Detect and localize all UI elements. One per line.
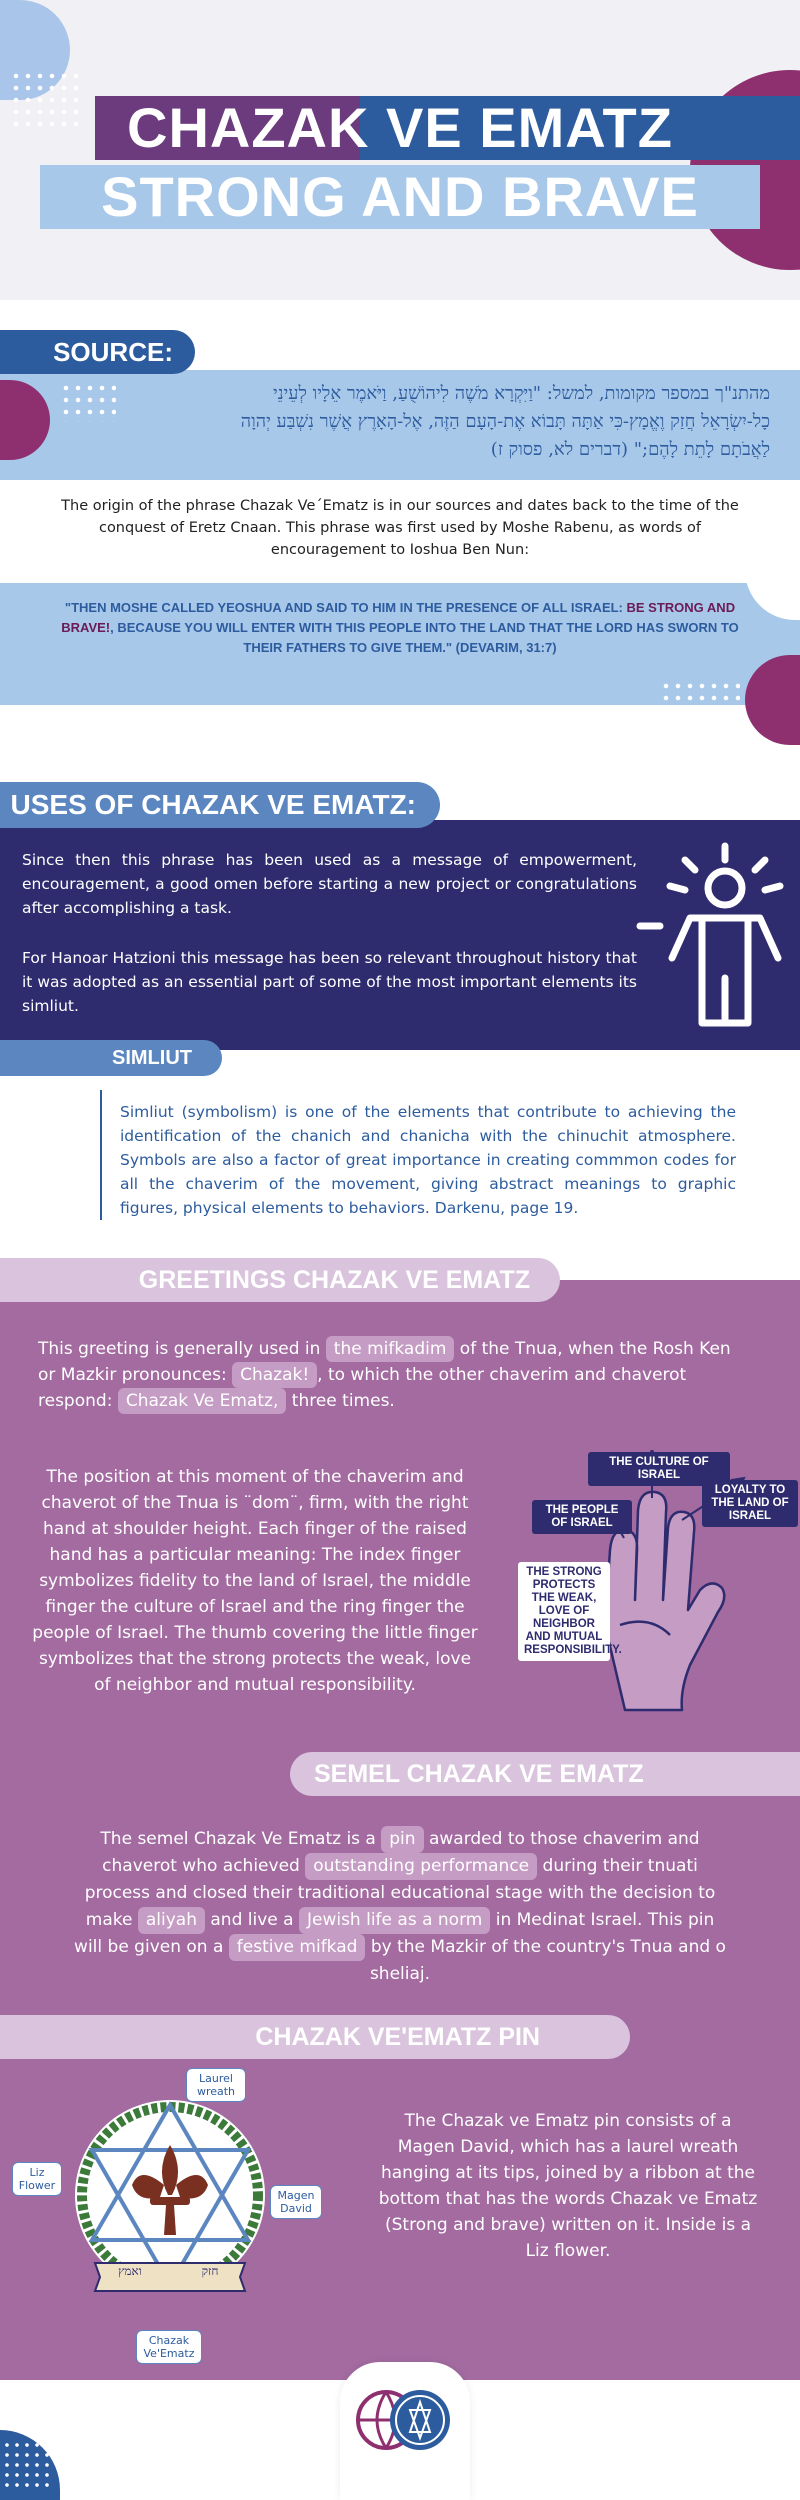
- text-span: of the Tnua, when the Rosh Ken or Mazkir pronounces:: [38, 1339, 731, 1385]
- title-words-ve-ematz: VE EMATZ: [386, 96, 673, 159]
- text-span: awarded to those chaverim and chaverot who achieved: [102, 1829, 700, 1876]
- pin-description: The Chazak ve Ematz pin consists of a Magen David, which has a laurel wreath hanging at its tips, joined by a ribbon at the bottom that has the words Chazak ve Ematz (Strong and brave) written on it. Inside is a Liz flower.: [378, 2111, 758, 2261]
- page-title: [0, 96, 800, 160]
- uses-heading: USES OF CHAZAK VE EMATZ:: [0, 782, 440, 828]
- devarim-quote: [60, 598, 740, 658]
- hebrew-line: כָל-יִשְׂרָאֵל חֲזַק וֶאֱמָץ-כִּי אַתָּה תָּבוֹא אֶת-הָעָם הַזֶּה, אֶל-הָאָרֶץ אֲשֶׁר נִשְׁבַּע יְהוָה: [240, 411, 770, 432]
- highlight-tag: Chazak Ve Ematz,: [118, 1388, 287, 1414]
- position-text: The position at this moment of the chaverim and chaverot of the Tnua is ¨dom¨, firm, with the right hand at shoulder height. Each finger of the raised hand has a particular meaning: The index finger symbolizes fidelity to the land of Israel, the middle finger the culture of Israel and the ring finger the people of Israel. The thumb covering the little finger symbolizes that the strong protects the weak, love of neighbor and mutual responsibility.: [32, 1467, 478, 1695]
- decorative-dots: [660, 680, 740, 704]
- highlight-tag: Chazak!: [232, 1362, 317, 1388]
- hebrew-line: לַאֲבֹתָם לָתֵת לָהֶם;" (דברים לא, פסוק ז): [490, 439, 770, 460]
- simliut-heading: SIMLIUT: [0, 1040, 222, 1076]
- text-span: by the Mazkir of the country's Tnua and o sheliaj.: [365, 1937, 726, 1984]
- label-loyalty-to-land: LOYALTY TO THE LAND OF ISRAEL: [702, 1480, 798, 1527]
- text-span: in Medinat Israel. This pin will be given on a: [74, 1910, 715, 1957]
- highlight-tag: festive mifkad: [229, 1934, 366, 1961]
- movement-logo: [348, 2380, 458, 2460]
- label-strong-protects-weak: THE STRONG PROTECTS THE WEAK, LOVE OF NEIGHBOR AND MUTUAL RESPONSIBILITY.: [518, 1562, 610, 1661]
- quote-highlight: BE STRONG AND BRAVE!: [61, 600, 736, 635]
- highlight-tag: the mifkadim: [326, 1336, 455, 1362]
- text-span: and live a: [204, 1910, 299, 1930]
- text-span: The semel Chazak Ve Ematz is a: [100, 1829, 382, 1849]
- label-people-of-israel: THE PEOPLE OF ISRAEL: [532, 1500, 632, 1534]
- page-subtitle: STRONG AND BRAVE: [101, 165, 699, 228]
- label-liz-flower: Liz Flower: [12, 2162, 62, 2196]
- semel-text: [70, 1826, 730, 1988]
- pin-heading: CHAZAK VE'EMATZ PIN: [0, 2015, 630, 2059]
- text-span: during their tnuati process and closed their traditional educational stage with the decision to make: [84, 1856, 716, 1930]
- text-span: This greeting is generally used in: [38, 1339, 326, 1359]
- source-heading: SOURCE:: [0, 330, 195, 374]
- decorative-dots: [2, 2440, 52, 2490]
- greetings-text: [38, 1336, 738, 1414]
- quote-text: , BECAUSE YOU WILL ENTER WITH THIS PEOPLE INTO THE LAND THAT THE LORD HAS SWORN TO THEIR FATHERS TO GIVE THEM." (DEVARIM, 31:7): [110, 620, 739, 655]
- label-chazak-ve-ematz: Chazak Ve'Ematz: [136, 2330, 202, 2364]
- text-span: three times.: [286, 1391, 395, 1411]
- divider: [100, 1090, 102, 1220]
- hebrew-line: מהתנ"ך במספר מקומות, למשל: "וַיִּקְרָא מֹשֶׁה לִיהוֹשֻׁעַ, וַיֹּאמֶר אֵלָיו לְעֵינֵי: [272, 383, 770, 404]
- uses-paragraph: For Hanoar Hatzioni this message has been so relevant throughout history that it was adopted as an essential part of some of the most important elements its simliut.: [22, 949, 637, 1015]
- label-magen-david: Magen David: [270, 2185, 322, 2219]
- label-laurel-wreath: Laurel wreath: [186, 2068, 246, 2102]
- simliut-text: Simliut (symbolism) is one of the elements that contribute to achieving the identification of the chanich and chanicha with the chinuchit atmosphere. Symbols are also a factor of great importance in creating commmon codes for all the chaverim of the movement, giving abstract meanings to graphic figures, physical elements to behaviors. Darkenu, page 19.: [120, 1103, 736, 1217]
- title-word-chazak: CHAZAK: [127, 96, 370, 159]
- ribbon-text-ematz: ואמץ: [118, 2264, 142, 2278]
- person-icon: [630, 838, 790, 1048]
- text-span: , to which the other chaverim and chaverot respond:: [38, 1365, 687, 1411]
- origin-text: The origin of the phrase Chazak Ve´Ematz is in our sources and dates back to the time of the conquest of Eretz Cnaan. This phrase was first used by Moshe Rabenu, as words of encouragement to Ioshua Ben Nun:: [61, 498, 739, 558]
- ribbon-text-chazak: חזק: [201, 2264, 219, 2278]
- hebrew-source-text: [130, 380, 770, 464]
- highlight-tag: outstanding performance: [305, 1853, 537, 1880]
- quote-text: "THEN MOSHE CALLED YEOSHUA AND SAID TO HIM IN THE PRESENCE OF ALL ISRAEL:: [64, 600, 627, 615]
- uses-paragraph: Since then this phrase has been used as a message of empowerment, encouragement, a good omen before starting a new project or congratulations after accomplishing a task.: [22, 851, 637, 917]
- highlight-tag: Jewish life as a norm: [299, 1907, 490, 1934]
- greetings-heading: GREETINGS CHAZAK VE EMATZ: [0, 1258, 560, 1302]
- highlight-tag: aliyah: [138, 1907, 205, 1934]
- semel-heading: SEMEL CHAZAK VE EMATZ: [290, 1752, 800, 1796]
- decorative-dots: [60, 382, 116, 422]
- highlight-tag: pin: [381, 1826, 423, 1853]
- label-culture-of-israel: THE CULTURE OF ISRAEL: [588, 1452, 730, 1486]
